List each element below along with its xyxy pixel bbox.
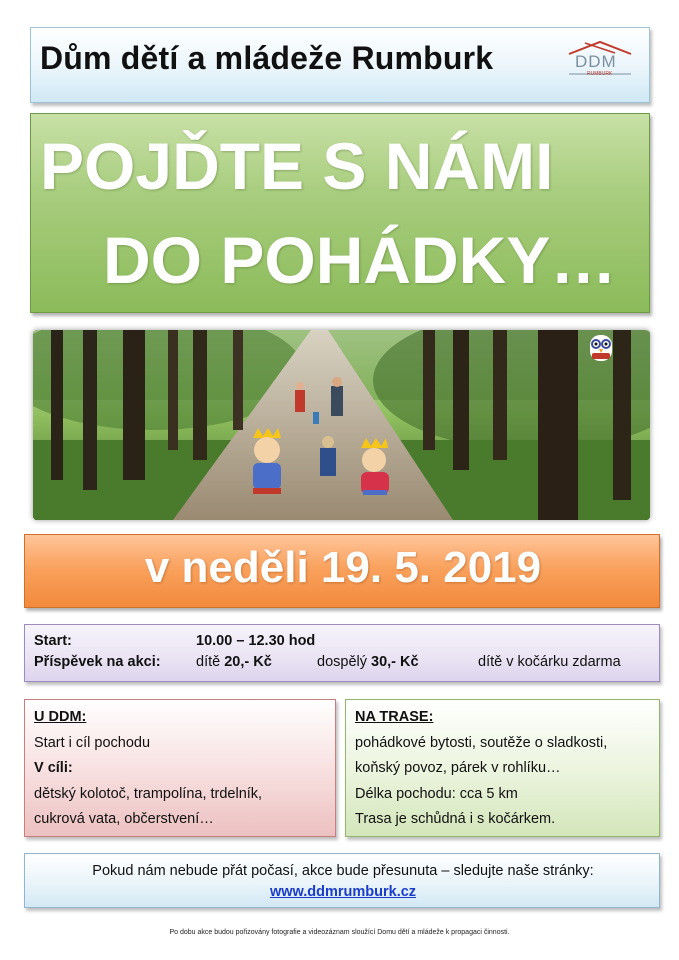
fee-label: Příspěvek na akci: <box>34 654 161 670</box>
title-line-2: DO POHÁDKY… <box>103 223 617 297</box>
stroller-free: dítě v kočárku zdarma <box>478 654 621 670</box>
trase-line-2: koňský povoz, párek v rohlíku… <box>355 760 561 776</box>
info-box <box>24 624 660 682</box>
trase-line-1: pohádkové bytosti, soutěže o sladkosti, <box>355 735 608 751</box>
trase-box <box>345 699 660 837</box>
start-label: Start: <box>34 633 72 649</box>
trase-line-3: Délka pochodu: cca 5 km <box>355 786 518 802</box>
trase-heading: NA TRASE: <box>355 709 434 725</box>
logo-text: DDM <box>575 52 617 71</box>
ddm-subheading: V cíli: <box>34 760 73 776</box>
ddm-heading: U DDM: <box>34 709 87 725</box>
ddm-line-1: Start i cíl pochodu <box>34 735 151 751</box>
header-box <box>30 27 650 103</box>
website-link[interactable]: www.ddmrumburk.cz <box>269 884 417 900</box>
date-banner <box>24 534 660 608</box>
adult-fee-label: dospělý <box>317 654 372 670</box>
logo-subtext: RUMBURK <box>587 71 613 77</box>
ddm-logo <box>565 40 635 82</box>
weather-notice: Pokud nám nebude přát počasí, akce bude přesunuta – sledujte naše stránky: <box>92 863 594 879</box>
event-date: v neděli 19. 5. 2019 <box>144 543 542 592</box>
ddm-line-2: dětský kolotoč, trampolína, trdelník, <box>34 786 263 802</box>
ddm-box <box>24 699 336 837</box>
photo-consent-footnote: Po dobu akce budou pořizovány fotografie a videozáznam sloužící Domu dětí a mládeže k propagaci činnosti. <box>169 929 510 936</box>
child-fee-label: dítě <box>196 654 225 670</box>
forest-path-photo <box>33 330 650 520</box>
owl-icon <box>590 335 612 361</box>
child-fee <box>196 654 272 670</box>
org-name: Dům dětí a mládeže Rumburk <box>40 40 494 76</box>
title-line-1: POJĎTE S NÁMI <box>40 129 554 203</box>
weather-box <box>24 853 660 908</box>
trase-line-4: Trasa je schůdná i s kočárkem. <box>355 811 556 827</box>
start-time: 10.00 – 12.30 hod <box>196 633 316 649</box>
adult-fee <box>317 654 419 670</box>
title-box <box>30 113 650 313</box>
child-fee-price: 20,- Kč <box>224 654 272 670</box>
adult-fee-price: 30,- Kč <box>371 654 419 670</box>
ddm-line-3: cukrová vata, občerstvení… <box>34 811 214 827</box>
